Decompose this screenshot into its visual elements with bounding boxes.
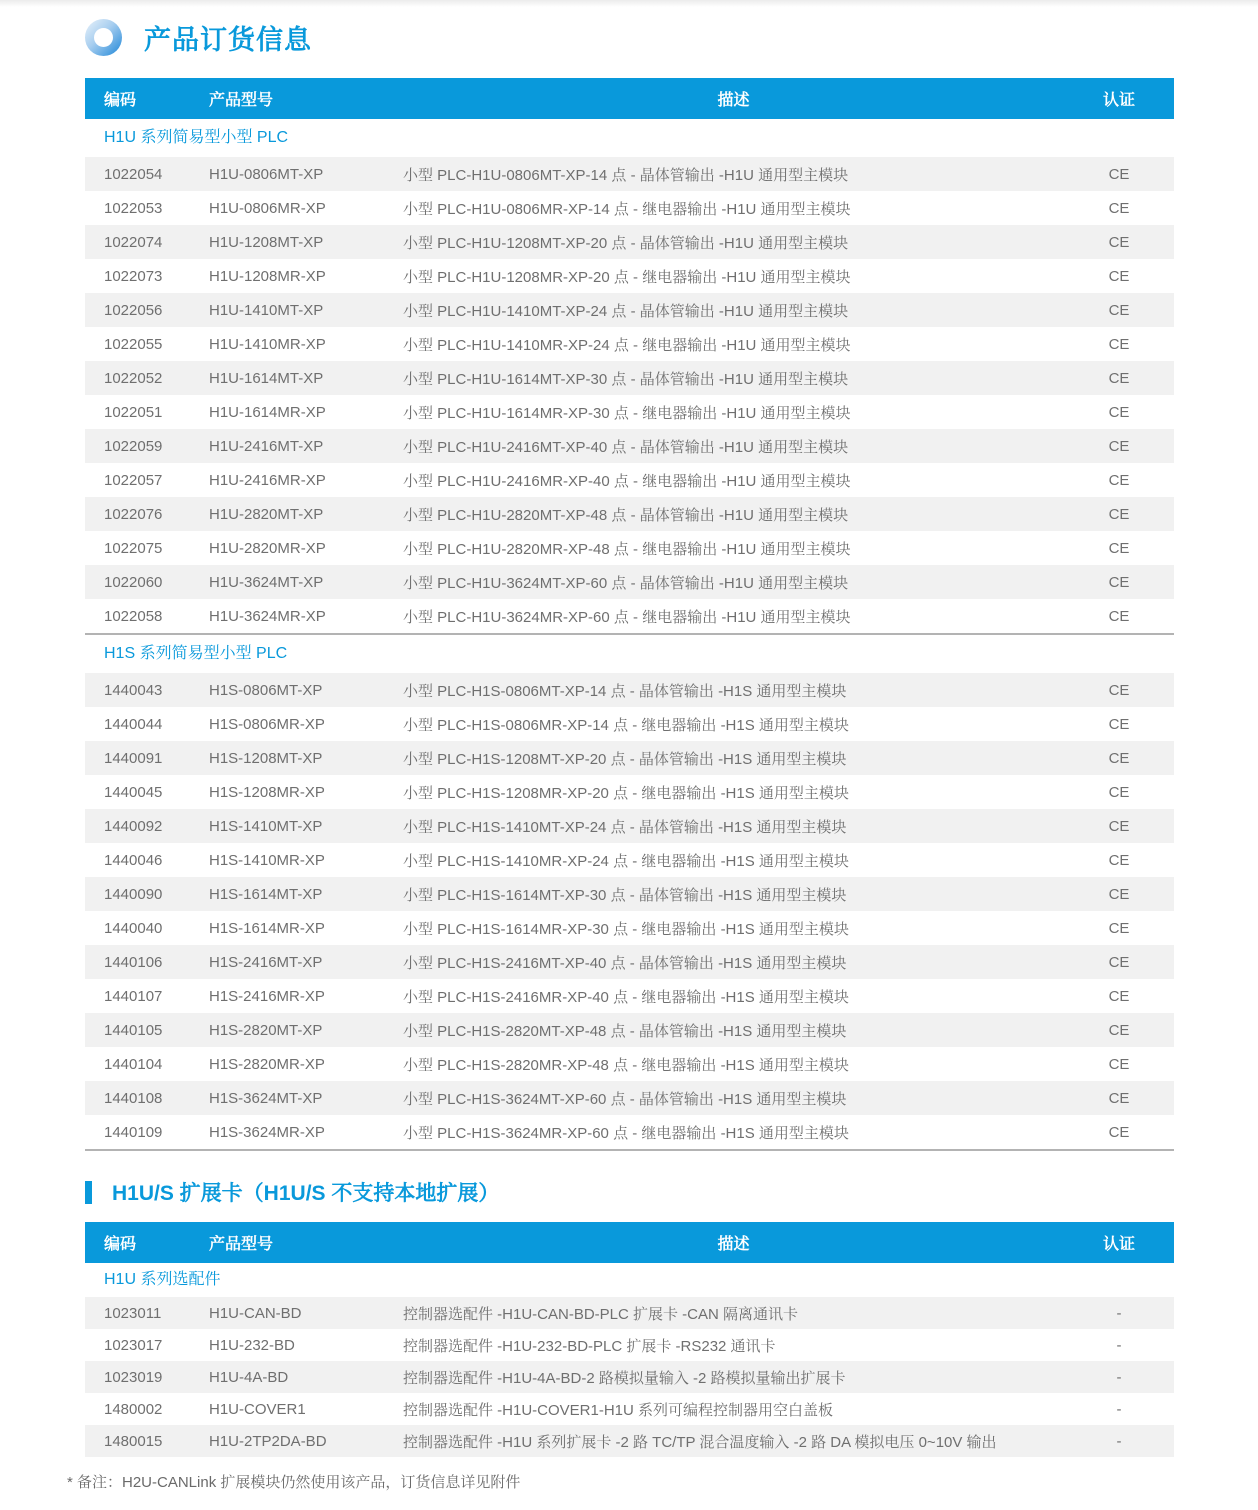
cell-desc: 小型 PLC-H1S-2820MT-XP-48 点 - 晶体管输出 -H1S 通用型主模块 — [403, 1022, 847, 1040]
table-row — [85, 1047, 1174, 1081]
column-header: 产品型号 — [209, 1236, 274, 1253]
table-row — [85, 599, 1174, 633]
cell-code: 1022057 — [104, 471, 163, 489]
cell-model: H1S-2820MR-XP — [209, 1055, 325, 1073]
cell-desc: 小型 PLC-H1U-2416MR-XP-40 点 - 继电器输出 -H1U 通用型主模块 — [403, 472, 851, 490]
cell-cert: CE — [1108, 607, 1130, 625]
cell-code: 1440108 — [104, 1089, 163, 1107]
cell-cert: CE — [1108, 437, 1130, 455]
table-row — [85, 531, 1174, 565]
cell-cert: CE — [1108, 505, 1130, 523]
cell-model: H1S-1208MR-XP — [209, 783, 325, 801]
table-row — [85, 1081, 1174, 1115]
cell-model: H1S-3624MR-XP — [209, 1123, 325, 1141]
cell-model: H1S-1614MR-XP — [209, 919, 325, 937]
cell-desc: 控制器选配件 -H1U-4A-BD-2 路模拟量输入 -2 路模拟量输出扩展卡 — [403, 1369, 846, 1387]
table-row — [85, 809, 1174, 843]
cell-code: 1440044 — [104, 715, 163, 733]
cell-code: 1022058 — [104, 607, 163, 625]
cell-model: H1U-2TP2DA-BD — [209, 1432, 327, 1450]
table-row — [85, 429, 1174, 463]
column-header: 产品型号 — [209, 92, 274, 109]
table-row — [85, 1425, 1174, 1457]
cell-model: H1U-3624MT-XP — [209, 573, 324, 591]
cell-cert: CE — [1108, 851, 1130, 869]
expansion-card-table — [85, 1222, 1174, 1457]
column-header: 描述 — [717, 1236, 750, 1253]
cell-cert: CE — [1108, 573, 1130, 591]
table-header-row — [85, 1222, 1174, 1263]
cell-cert: CE — [1108, 165, 1130, 183]
cell-code: 1440046 — [104, 851, 163, 869]
cell-desc: 小型 PLC-H1S-1208MR-XP-20 点 - 继电器输出 -H1S 通用型主模块 — [403, 784, 849, 802]
table-row — [85, 1329, 1174, 1361]
cell-desc: 小型 PLC-H1U-1614MT-XP-30 点 - 晶体管输出 -H1U 通用型主模块 — [403, 370, 849, 388]
expansion-section-title: H1U/S 扩展卡（H1U/S 不支持本地扩展） — [112, 1182, 500, 1205]
cell-desc: 控制器选配件 -H1U-COVER1-H1U 系列可编程控制器用空白盖板 — [403, 1401, 834, 1419]
cell-model: H1U-2416MR-XP — [209, 471, 326, 489]
cell-cert: CE — [1108, 1021, 1130, 1039]
table-row — [85, 1361, 1174, 1393]
footnote: * 备注：H2U-CANLink 扩展模块仍然使用该产品，订货信息详见附件 — [67, 1474, 521, 1491]
cell-cert: CE — [1108, 987, 1130, 1005]
cell-cert: CE — [1108, 267, 1130, 285]
cell-model: H1U-2416MT-XP — [209, 437, 324, 455]
cell-model: H1S-1208MT-XP — [209, 749, 323, 767]
cell-code: 1022051 — [104, 403, 163, 421]
table-row — [85, 259, 1174, 293]
table-row — [85, 191, 1174, 225]
table-row — [85, 1013, 1174, 1047]
page-top-shade — [0, 0, 1258, 7]
column-header: 编码 — [104, 92, 137, 109]
section-bar-icon — [85, 1181, 92, 1204]
cell-cert: CE — [1108, 199, 1130, 217]
table-group — [85, 635, 1174, 1151]
cell-model: H1U-0806MT-XP — [209, 165, 324, 183]
cell-model: H1U-COVER1 — [209, 1400, 306, 1418]
cell-desc: 控制器选配件 -H1U-CAN-BD-PLC 扩展卡 -CAN 隔离通讯卡 — [403, 1305, 799, 1323]
column-header: 认证 — [1102, 1236, 1135, 1253]
cell-code: 1022074 — [104, 233, 163, 251]
cell-code: 1480002 — [104, 1400, 163, 1418]
cell-code: 1480015 — [104, 1432, 163, 1450]
table-row — [85, 293, 1174, 327]
cell-cert: - — [1116, 1304, 1122, 1322]
cell-desc: 小型 PLC-H1S-2416MR-XP-40 点 - 继电器输出 -H1S 通用型主模块 — [403, 988, 849, 1006]
table-row — [85, 877, 1174, 911]
cell-model: H1S-1410MR-XP — [209, 851, 325, 869]
table-row — [85, 775, 1174, 809]
page-title: 产品订货信息 — [144, 24, 312, 55]
cell-model: H1U-4A-BD — [209, 1368, 289, 1386]
cell-model: H1S-3624MT-XP — [209, 1089, 323, 1107]
table-row — [85, 565, 1174, 599]
cell-code: 1023019 — [104, 1368, 163, 1386]
cell-model: H1S-2416MT-XP — [209, 953, 323, 971]
cell-cert: CE — [1108, 749, 1130, 767]
cell-cert: CE — [1108, 817, 1130, 835]
table-group — [85, 119, 1174, 635]
cell-code: 1023017 — [104, 1336, 163, 1354]
cell-code: 1022076 — [104, 505, 163, 523]
group-label: H1U 系列选配件 — [104, 1271, 221, 1288]
cell-desc: 小型 PLC-H1U-2820MR-XP-48 点 - 继电器输出 -H1U 通用型主模块 — [403, 540, 851, 558]
cell-model: H1U-1614MT-XP — [209, 369, 324, 387]
cell-desc: 小型 PLC-H1U-2820MT-XP-48 点 - 晶体管输出 -H1U 通用型主模块 — [403, 506, 849, 524]
cell-code: 1022054 — [104, 165, 163, 183]
cell-desc: 小型 PLC-H1S-1614MT-XP-30 点 - 晶体管输出 -H1S 通用型主模块 — [403, 886, 847, 904]
cell-desc: 小型 PLC-H1U-1208MR-XP-20 点 - 继电器输出 -H1U 通用型主模块 — [403, 268, 851, 286]
cell-desc: 控制器选配件 -H1U 系列扩展卡 -2 路 TC/TP 混合温度输入 -2 路 DA 模拟电压 0~10V 输出 — [403, 1433, 997, 1451]
cell-model: H1U-2820MR-XP — [209, 539, 326, 557]
cell-code: 1022056 — [104, 301, 163, 319]
cell-cert: CE — [1108, 539, 1130, 557]
group-label: H1U 系列简易型小型 PLC — [104, 129, 289, 146]
cell-model: H1S-2820MT-XP — [209, 1021, 323, 1039]
cell-desc: 小型 PLC-H1S-3624MR-XP-60 点 - 继电器输出 -H1S 通用型主模块 — [403, 1124, 849, 1142]
cell-model: H1S-0806MT-XP — [209, 681, 323, 699]
cell-model: H1U-1208MT-XP — [209, 233, 324, 251]
table-row — [85, 945, 1174, 979]
table-group — [85, 1263, 1174, 1457]
cell-code: 1440090 — [104, 885, 163, 903]
table-header-row — [85, 78, 1174, 119]
cell-model: H1U-1410MR-XP — [209, 335, 326, 353]
table-row — [85, 843, 1174, 877]
cell-code: 1022053 — [104, 199, 163, 217]
cell-model: H1S-1614MT-XP — [209, 885, 323, 903]
cell-code: 1440104 — [104, 1055, 163, 1073]
cell-code: 1440109 — [104, 1123, 163, 1141]
cell-model: H1U-1410MT-XP — [209, 301, 324, 319]
cell-cert: CE — [1108, 783, 1130, 801]
cell-model: H1S-2416MR-XP — [209, 987, 325, 1005]
cell-code: 1022073 — [104, 267, 163, 285]
cell-cert: CE — [1108, 1055, 1130, 1073]
cell-model: H1U-2820MT-XP — [209, 505, 324, 523]
column-header: 认证 — [1102, 92, 1135, 109]
cell-cert: - — [1116, 1400, 1122, 1418]
cell-code: 1440092 — [104, 817, 163, 835]
cell-desc: 小型 PLC-H1S-0806MR-XP-14 点 - 继电器输出 -H1S 通用型主模块 — [403, 716, 849, 734]
cell-desc: 小型 PLC-H1S-1410MR-XP-24 点 - 继电器输出 -H1S 通用型主模块 — [403, 852, 849, 870]
cell-cert: CE — [1108, 369, 1130, 387]
catalog-page — [0, 7, 1258, 1492]
cell-code: 1022075 — [104, 539, 163, 557]
cell-desc: 小型 PLC-H1U-1208MT-XP-20 点 - 晶体管输出 -H1U 通用型主模块 — [403, 234, 849, 252]
column-header: 编码 — [104, 1236, 137, 1253]
cell-desc: 小型 PLC-H1S-2820MR-XP-48 点 - 继电器输出 -H1S 通用型主模块 — [403, 1056, 849, 1074]
cell-desc: 小型 PLC-H1U-0806MT-XP-14 点 - 晶体管输出 -H1U 通用型主模块 — [403, 166, 849, 184]
table-row — [85, 707, 1174, 741]
cell-cert: CE — [1108, 1089, 1130, 1107]
group-label: H1S 系列简易型小型 PLC — [104, 645, 288, 662]
cell-desc: 小型 PLC-H1U-1614MR-XP-30 点 - 继电器输出 -H1U 通用型主模块 — [403, 404, 851, 422]
cell-cert: CE — [1108, 403, 1130, 421]
cell-code: 1440043 — [104, 681, 163, 699]
cell-code: 1440107 — [104, 987, 163, 1005]
cell-cert: CE — [1108, 335, 1130, 353]
table-row — [85, 673, 1174, 707]
table-row — [85, 497, 1174, 531]
cell-code: 1440045 — [104, 783, 163, 801]
plc-order-table — [85, 78, 1174, 1151]
table-row — [85, 1393, 1174, 1425]
cell-desc: 控制器选配件 -H1U-232-BD-PLC 扩展卡 -RS232 通讯卡 — [403, 1337, 776, 1355]
cell-code: 1022055 — [104, 335, 163, 353]
cell-code: 1022052 — [104, 369, 163, 387]
cell-desc: 小型 PLC-H1S-1410MT-XP-24 点 - 晶体管输出 -H1S 通用型主模块 — [403, 818, 847, 836]
cell-code: 1440106 — [104, 953, 163, 971]
cell-model: H1U-3624MR-XP — [209, 607, 326, 625]
cell-model: H1U-1208MR-XP — [209, 267, 326, 285]
cell-model: H1S-1410MT-XP — [209, 817, 323, 835]
cell-cert: CE — [1108, 715, 1130, 733]
cell-model: H1U-0806MR-XP — [209, 199, 326, 217]
table-row — [85, 1297, 1174, 1329]
table-row — [85, 911, 1174, 945]
expansion-section-heading — [85, 1177, 1174, 1207]
cell-cert: CE — [1108, 1123, 1130, 1141]
cell-desc: 小型 PLC-H1U-0806MR-XP-14 点 - 继电器输出 -H1U 通用型主模块 — [403, 200, 851, 218]
cell-desc: 小型 PLC-H1U-3624MR-XP-60 点 - 继电器输出 -H1U 通用型主模块 — [403, 608, 851, 626]
cell-desc: 小型 PLC-H1U-2416MT-XP-40 点 - 晶体管输出 -H1U 通用型主模块 — [403, 438, 849, 456]
cell-cert: CE — [1108, 919, 1130, 937]
cell-cert: CE — [1108, 233, 1130, 251]
table-row — [85, 463, 1174, 497]
cell-desc: 小型 PLC-H1U-1410MR-XP-24 点 - 继电器输出 -H1U 通用型主模块 — [403, 336, 851, 354]
cell-cert: CE — [1108, 885, 1130, 903]
cell-desc: 小型 PLC-H1S-1614MR-XP-30 点 - 继电器输出 -H1S 通用型主模块 — [403, 920, 849, 938]
cell-cert: - — [1116, 1368, 1122, 1386]
table-row — [85, 741, 1174, 775]
cell-code: 1440091 — [104, 749, 163, 767]
cell-code: 1023011 — [104, 1304, 162, 1322]
cell-cert: - — [1116, 1432, 1122, 1450]
table-row — [85, 157, 1174, 191]
cell-cert: CE — [1108, 471, 1130, 489]
table-row — [85, 327, 1174, 361]
cell-desc: 小型 PLC-H1S-1208MT-XP-20 点 - 晶体管输出 -H1S 通用型主模块 — [403, 750, 847, 768]
ring-icon — [85, 19, 122, 56]
cell-cert: CE — [1108, 953, 1130, 971]
cell-desc: 小型 PLC-H1U-3624MT-XP-60 点 - 晶体管输出 -H1U 通用型主模块 — [403, 574, 849, 592]
cell-code: 1022059 — [104, 437, 163, 455]
table-row — [85, 395, 1174, 429]
table-row — [85, 979, 1174, 1013]
cell-desc: 小型 PLC-H1S-0806MT-XP-14 点 - 晶体管输出 -H1S 通用型主模块 — [403, 682, 847, 700]
cell-code: 1440105 — [104, 1021, 163, 1039]
cell-desc: 小型 PLC-H1S-3624MT-XP-60 点 - 晶体管输出 -H1S 通用型主模块 — [403, 1090, 847, 1108]
table-row — [85, 225, 1174, 259]
cell-desc: 小型 PLC-H1U-1410MT-XP-24 点 - 晶体管输出 -H1U 通用型主模块 — [403, 302, 849, 320]
cell-model: H1U-CAN-BD — [209, 1304, 302, 1322]
cell-code: 1440040 — [104, 919, 163, 937]
cell-desc: 小型 PLC-H1S-2416MT-XP-40 点 - 晶体管输出 -H1S 通用型主模块 — [403, 954, 847, 972]
cell-model: H1S-0806MR-XP — [209, 715, 325, 733]
column-header: 描述 — [717, 92, 750, 109]
page-title-row — [85, 7, 1174, 55]
table-row — [85, 361, 1174, 395]
cell-model: H1U-232-BD — [209, 1336, 295, 1354]
cell-model: H1U-1614MR-XP — [209, 403, 326, 421]
cell-cert: CE — [1108, 301, 1130, 319]
cell-code: 1022060 — [104, 573, 163, 591]
table-row — [85, 1115, 1174, 1149]
cell-cert: - — [1116, 1336, 1122, 1354]
cell-cert: CE — [1108, 681, 1130, 699]
